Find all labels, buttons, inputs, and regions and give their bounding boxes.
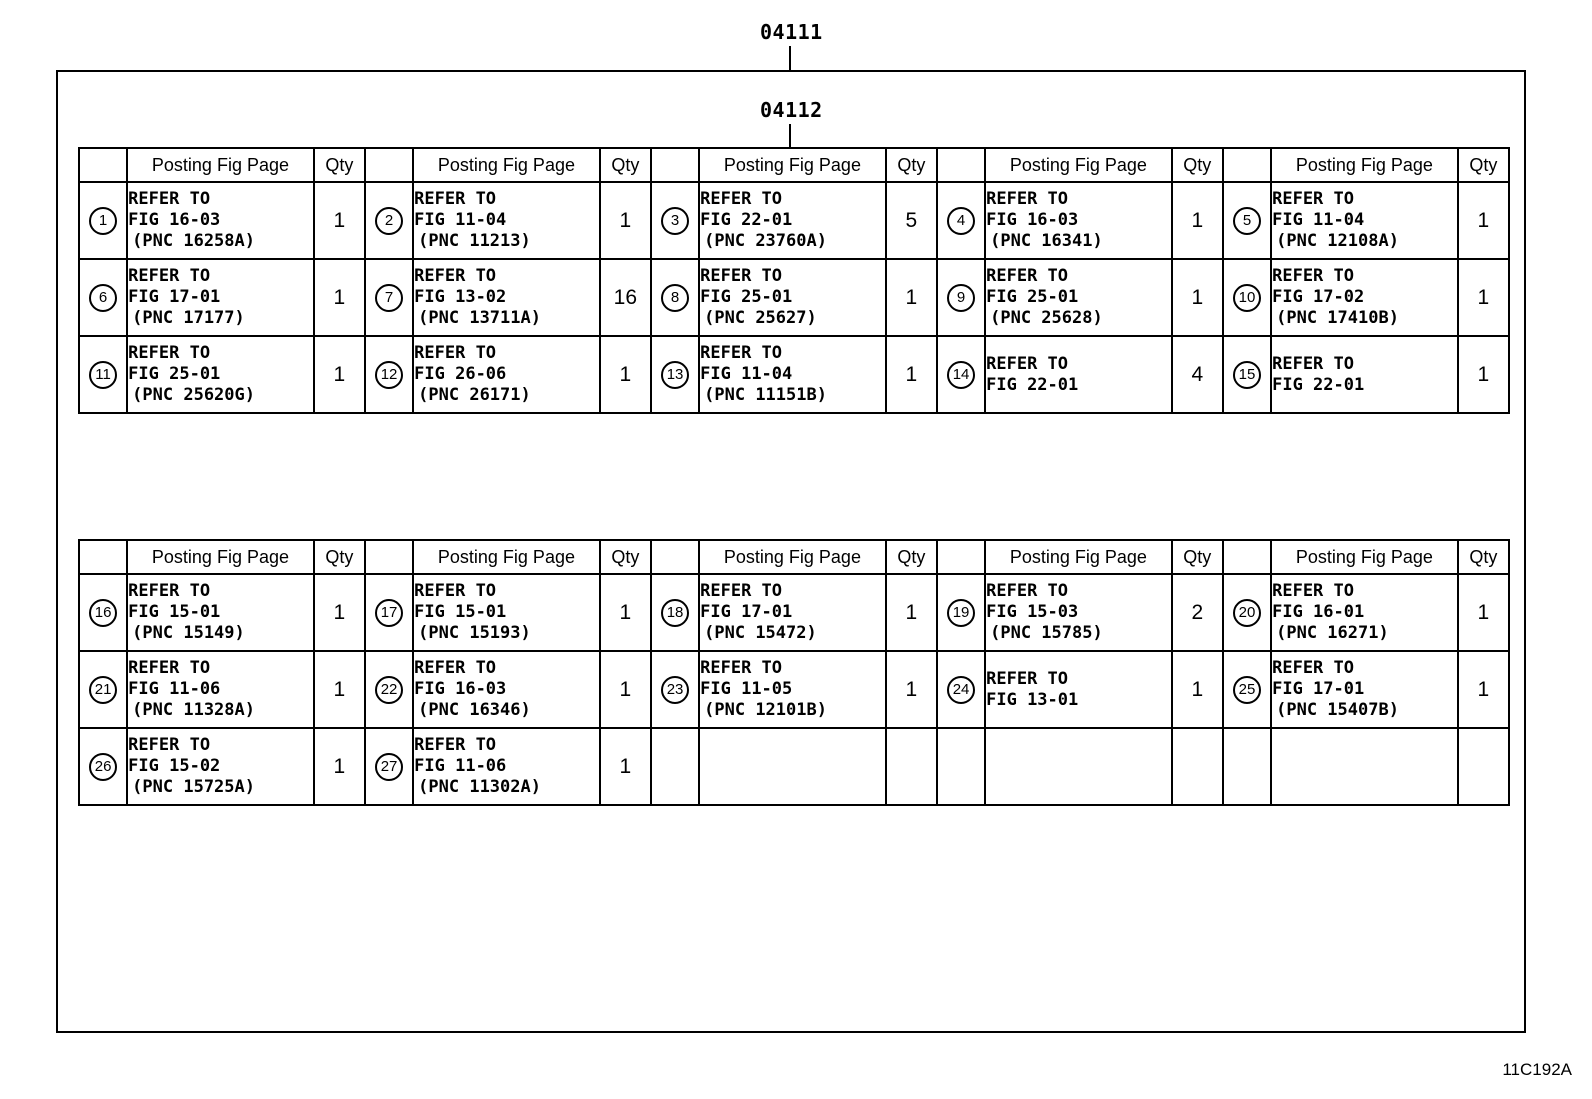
qty-cell: [600, 336, 651, 413]
qty-value: 1: [333, 208, 346, 232]
fig-reference-link[interactable]: FIG 16-03: [414, 679, 507, 699]
fig-reference-link[interactable]: FIG 17-01: [1272, 679, 1365, 699]
pnc-text: (PNC 11213): [418, 231, 531, 251]
fig-reference-link[interactable]: FIG 22-01: [700, 210, 793, 230]
refer-to-text: REFER TO: [128, 735, 211, 755]
qty-cell: [886, 336, 937, 413]
qty-cell: [886, 651, 937, 728]
refer-to-text: REFER TO: [700, 266, 783, 286]
pnc-text: (PNC 15193): [418, 623, 531, 643]
posting-fig-cell: [985, 259, 1172, 336]
header-qty: Qty: [1458, 540, 1509, 574]
posting-fig-cell: [699, 259, 886, 336]
qty-value: 16: [613, 285, 638, 309]
fig-reference-link[interactable]: FIG 11-06: [128, 679, 221, 699]
assembly-leader-line: [789, 46, 791, 71]
item-number-cell: [937, 182, 985, 259]
qty-cell: [886, 574, 937, 651]
posting-fig-cell: [1271, 182, 1458, 259]
qty-cell: [1458, 336, 1509, 413]
fig-reference-link[interactable]: FIG 16-01: [1272, 602, 1365, 622]
item-number-cell: [937, 651, 985, 728]
pnc-text: (PNC 25628): [990, 308, 1103, 328]
qty-cell: [314, 651, 365, 728]
item-number-cell: [365, 336, 413, 413]
posting-fig-cell: [127, 574, 314, 651]
header-posting-fig-page: Posting Fig Page: [127, 540, 314, 574]
refer-to-text: REFER TO: [986, 581, 1069, 601]
posting-fig-cell: [413, 182, 600, 259]
table-row: [79, 259, 1509, 336]
header-posting-fig-page: Posting Fig Page: [699, 148, 886, 182]
item-number-cell: [651, 574, 699, 651]
fig-reference-link[interactable]: FIG 16-03: [128, 210, 221, 230]
posting-fig-cell: [413, 574, 600, 651]
qty-cell: [314, 182, 365, 259]
refer-to-text: REFER TO: [986, 189, 1069, 209]
item-number-cell: [365, 651, 413, 728]
qty-value: 1: [333, 285, 346, 309]
pnc-text: (PNC 15785): [990, 623, 1103, 643]
posting-fig-cell: [127, 182, 314, 259]
pnc-text: (PNC 16346): [418, 700, 531, 720]
header-qty: Qty: [886, 148, 937, 182]
item-number-badge: 20: [1233, 599, 1261, 627]
fig-reference-link[interactable]: FIG 15-01: [414, 602, 507, 622]
fig-reference-link[interactable]: FIG 17-02: [1272, 287, 1365, 307]
header-row: [79, 148, 1509, 182]
qty-value: 1: [1477, 677, 1490, 701]
header-number: [1223, 148, 1271, 182]
table-row: [79, 574, 1509, 651]
item-number-badge: 1: [89, 207, 117, 235]
header-number: [1223, 540, 1271, 574]
fig-reference-link[interactable]: FIG 15-01: [128, 602, 221, 622]
fig-reference-link[interactable]: FIG 17-01: [128, 287, 221, 307]
item-number-badge: 25: [1233, 676, 1261, 704]
qty-value: 1: [333, 677, 346, 701]
qty-cell: [1458, 651, 1509, 728]
header-number: [937, 540, 985, 574]
posting-fig-cell: [1271, 259, 1458, 336]
item-number-cell: [937, 259, 985, 336]
fig-reference-link[interactable]: FIG 11-04: [1272, 210, 1365, 230]
qty-cell: [600, 182, 651, 259]
fig-reference-link[interactable]: FIG 13-01: [986, 689, 1079, 710]
pnc-text: (PNC 23760A): [704, 231, 827, 251]
qty-value: 1: [1477, 362, 1490, 386]
pnc-text: (PNC 12101B): [704, 700, 827, 720]
refer-to-text: REFER TO: [986, 353, 1069, 374]
reference-table-lower: [78, 539, 1510, 806]
pnc-text: (PNC 17177): [132, 308, 245, 328]
header-qty: Qty: [600, 148, 651, 182]
pnc-text: (PNC 25627): [704, 308, 817, 328]
item-number-badge: 19: [947, 599, 975, 627]
item-number-badge: 11: [89, 361, 117, 389]
qty-value: 1: [1191, 208, 1204, 232]
refer-to-text: REFER TO: [414, 735, 497, 755]
qty-cell: [886, 182, 937, 259]
header-number: [365, 540, 413, 574]
item-number-cell: [651, 651, 699, 728]
qty-value: 1: [1191, 677, 1204, 701]
posting-fig-cell: [413, 336, 600, 413]
header-number: [79, 148, 127, 182]
pnc-text: (PNC 15725A): [132, 777, 255, 797]
qty-cell: [1172, 728, 1223, 805]
pnc-text: (PNC 25620G): [132, 385, 255, 405]
header-qty: Qty: [600, 540, 651, 574]
posting-fig-cell: [413, 259, 600, 336]
item-number-badge: 27: [375, 753, 403, 781]
pnc-text: (PNC 12108A): [1276, 231, 1399, 251]
item-number-cell: [1223, 728, 1271, 805]
refer-to-text: REFER TO: [986, 266, 1069, 286]
refer-to-text: REFER TO: [414, 189, 497, 209]
table-row: [79, 728, 1509, 805]
qty-value: 1: [619, 600, 632, 624]
header-number: [79, 540, 127, 574]
item-number-cell: [365, 182, 413, 259]
posting-fig-cell: [699, 651, 886, 728]
item-number-cell: [1223, 336, 1271, 413]
qty-cell: [314, 336, 365, 413]
qty-cell: [886, 728, 937, 805]
qty-cell: [1172, 336, 1223, 413]
item-number-cell: [651, 182, 699, 259]
item-number-badge: 14: [947, 361, 975, 389]
header-row: [79, 540, 1509, 574]
pnc-text: (PNC 13711A): [418, 308, 541, 328]
fig-reference-link[interactable]: FIG 15-03: [986, 602, 1079, 622]
qty-cell: [1458, 182, 1509, 259]
fig-reference-link[interactable]: FIG 13-02: [414, 287, 507, 307]
fig-reference-link[interactable]: FIG 25-01: [700, 287, 793, 307]
refer-to-text: REFER TO: [1272, 658, 1354, 678]
qty-value: 4: [1191, 362, 1204, 386]
item-number-badge: 8: [661, 284, 689, 312]
qty-value: 1: [619, 754, 632, 778]
refer-to-text: REFER TO: [700, 658, 783, 678]
item-number-badge: 9: [947, 284, 975, 312]
refer-to-text: REFER TO: [414, 343, 497, 363]
qty-value: 1: [333, 600, 346, 624]
fig-reference-link[interactable]: FIG 11-04: [700, 364, 793, 384]
header-posting-fig-page: Posting Fig Page: [699, 540, 886, 574]
qty-cell: [600, 728, 651, 805]
header-qty: Qty: [314, 540, 365, 574]
header-posting-fig-page: Posting Fig Page: [413, 148, 600, 182]
fig-reference-link[interactable]: FIG 25-01: [986, 287, 1079, 307]
header-qty: Qty: [314, 148, 365, 182]
item-number-badge: 16: [89, 599, 117, 627]
qty-cell: [314, 259, 365, 336]
fig-reference-link[interactable]: FIG 11-06: [414, 756, 507, 776]
diagram-id: 11C192A: [1502, 1060, 1572, 1079]
item-number-badge: 10: [1233, 284, 1261, 312]
item-number-badge: 22: [375, 676, 403, 704]
item-number-cell: [1223, 259, 1271, 336]
pnc-text: (PNC 17410B): [1276, 308, 1399, 328]
qty-value: 1: [1477, 600, 1490, 624]
item-number-badge: 3: [661, 207, 689, 235]
item-number-cell: [1223, 574, 1271, 651]
posting-fig-cell: [699, 336, 886, 413]
posting-fig-cell: [127, 336, 314, 413]
fig-reference-link[interactable]: FIG 11-05: [700, 679, 793, 699]
posting-fig-cell: [699, 728, 886, 805]
item-number-cell: [651, 259, 699, 336]
item-number-badge: 2: [375, 207, 403, 235]
refer-to-text: REFER TO: [986, 668, 1069, 689]
posting-fig-cell: [127, 651, 314, 728]
pnc-text: (PNC 16341): [990, 231, 1103, 251]
item-number-badge: 21: [89, 676, 117, 704]
item-number-cell: [937, 574, 985, 651]
qty-value: 1: [333, 754, 346, 778]
refer-to-text: REFER TO: [414, 581, 497, 601]
header-posting-fig-page: Posting Fig Page: [127, 148, 314, 182]
header-posting-fig-page: Posting Fig Page: [985, 540, 1172, 574]
qty-cell: [1458, 259, 1509, 336]
fig-reference-link[interactable]: FIG 26-06: [414, 364, 507, 384]
item-number-cell: [937, 336, 985, 413]
refer-to-text: REFER TO: [128, 581, 211, 601]
refer-to-text: REFER TO: [1272, 266, 1354, 286]
refer-to-text: REFER TO: [128, 343, 211, 363]
qty-cell: [600, 651, 651, 728]
pnc-text: (PNC 15472): [704, 623, 817, 643]
fig-reference-link[interactable]: FIG 11-04: [414, 210, 507, 230]
header-qty: Qty: [886, 540, 937, 574]
item-number-badge: 6: [89, 284, 117, 312]
refer-to-text: REFER TO: [700, 343, 783, 363]
qty-value: 1: [905, 285, 918, 309]
qty-value: 5: [905, 208, 918, 232]
qty-cell: [600, 574, 651, 651]
posting-fig-cell: [985, 574, 1172, 651]
qty-value: 1: [619, 362, 632, 386]
header-number: [365, 148, 413, 182]
item-number-cell: [79, 336, 127, 413]
header-number: [937, 148, 985, 182]
header-number: [651, 148, 699, 182]
posting-fig-cell: [985, 728, 1172, 805]
qty-cell: [1172, 259, 1223, 336]
item-number-badge: 18: [661, 599, 689, 627]
refer-to-text: REFER TO: [414, 266, 497, 286]
qty-cell: [314, 728, 365, 805]
fig-reference-link[interactable]: FIG 25-01: [128, 364, 221, 384]
qty-cell: [1172, 574, 1223, 651]
item-number-cell: [651, 728, 699, 805]
item-number-badge: 15: [1233, 361, 1261, 389]
posting-fig-cell: [1271, 728, 1458, 805]
pnc-text: (PNC 15407B): [1276, 700, 1399, 720]
posting-fig-cell: [127, 728, 314, 805]
header-posting-fig-page: Posting Fig Page: [985, 148, 1172, 182]
pnc-text: (PNC 11328A): [132, 700, 255, 720]
fig-reference-link[interactable]: FIG 22-01: [986, 374, 1079, 395]
refer-to-text: REFER TO: [1272, 353, 1354, 374]
refer-to-text: REFER TO: [700, 581, 783, 601]
posting-fig-cell: [413, 651, 600, 728]
refer-to-text: REFER TO: [128, 658, 211, 678]
item-number-cell: [651, 336, 699, 413]
fig-reference-link[interactable]: FIG 15-02: [128, 756, 221, 776]
fig-reference-link[interactable]: FIG 16-03: [986, 210, 1079, 230]
refer-to-text: REFER TO: [1272, 189, 1354, 209]
qty-value: 1: [333, 362, 346, 386]
pnc-text: (PNC 16271): [1276, 623, 1389, 643]
qty-cell: [1458, 574, 1509, 651]
item-number-badge: 24: [947, 676, 975, 704]
qty-value: 1: [1477, 285, 1490, 309]
posting-fig-cell: [699, 182, 886, 259]
qty-cell: [886, 259, 937, 336]
item-number-cell: [79, 182, 127, 259]
pnc-text: (PNC 15149): [132, 623, 245, 643]
item-number-badge: 4: [947, 207, 975, 235]
item-number-badge: 26: [89, 753, 117, 781]
posting-fig-cell: [1271, 651, 1458, 728]
item-number-cell: [937, 728, 985, 805]
item-number-badge: 23: [661, 676, 689, 704]
item-number-badge: 12: [375, 361, 403, 389]
reference-table-upper: [78, 147, 1510, 414]
refer-to-text: REFER TO: [128, 189, 211, 209]
group-number-label: 04112: [760, 98, 823, 122]
pnc-text: (PNC 16258A): [132, 231, 255, 251]
qty-cell: [600, 259, 651, 336]
item-number-cell: [365, 259, 413, 336]
item-number-cell: [365, 728, 413, 805]
qty-value: 1: [619, 208, 632, 232]
pnc-text: (PNC 26171): [418, 385, 531, 405]
item-number-badge: 5: [1233, 207, 1261, 235]
header-qty: Qty: [1458, 148, 1509, 182]
item-number-cell: [79, 651, 127, 728]
qty-cell: [1172, 651, 1223, 728]
header-qty: Qty: [1172, 148, 1223, 182]
posting-fig-cell: [699, 574, 886, 651]
qty-value: 1: [1191, 285, 1204, 309]
group-leader-line: [789, 124, 791, 147]
header-number: [651, 540, 699, 574]
fig-reference-link[interactable]: FIG 22-01: [1272, 374, 1365, 395]
qty-value: 1: [905, 677, 918, 701]
refer-to-text: REFER TO: [414, 658, 497, 678]
item-number-badge: 7: [375, 284, 403, 312]
qty-cell: [314, 574, 365, 651]
posting-fig-cell: [985, 182, 1172, 259]
item-number-cell: [79, 728, 127, 805]
item-number-cell: [1223, 651, 1271, 728]
item-number-badge: 13: [661, 361, 689, 389]
item-number-cell: [365, 574, 413, 651]
refer-to-text: REFER TO: [128, 266, 211, 286]
item-number-cell: [1223, 182, 1271, 259]
posting-fig-cell: [1271, 574, 1458, 651]
qty-value: 1: [905, 600, 918, 624]
qty-value: 1: [905, 362, 918, 386]
item-number-badge: 17: [375, 599, 403, 627]
table-row: [79, 651, 1509, 728]
fig-reference-link[interactable]: FIG 17-01: [700, 602, 793, 622]
qty-cell: [1172, 182, 1223, 259]
posting-fig-cell: [413, 728, 600, 805]
posting-fig-cell: [1271, 336, 1458, 413]
item-number-cell: [79, 259, 127, 336]
header-posting-fig-page: Posting Fig Page: [413, 540, 600, 574]
qty-value: 1: [1477, 208, 1490, 232]
table-row: [79, 182, 1509, 259]
refer-to-text: REFER TO: [700, 189, 783, 209]
refer-to-text: REFER TO: [1272, 581, 1354, 601]
qty-cell: [1458, 728, 1509, 805]
header-posting-fig-page: Posting Fig Page: [1271, 148, 1458, 182]
posting-fig-cell: [985, 336, 1172, 413]
posting-fig-cell: [127, 259, 314, 336]
pnc-text: (PNC 11302A): [418, 777, 541, 797]
table-row: [79, 336, 1509, 413]
pnc-text: (PNC 11151B): [704, 385, 827, 405]
header-qty: Qty: [1172, 540, 1223, 574]
qty-value: 1: [619, 677, 632, 701]
item-number-cell: [79, 574, 127, 651]
qty-value: 2: [1191, 600, 1204, 624]
posting-fig-cell: [985, 651, 1172, 728]
header-posting-fig-page: Posting Fig Page: [1271, 540, 1458, 574]
assembly-number-label: 04111: [760, 20, 823, 44]
